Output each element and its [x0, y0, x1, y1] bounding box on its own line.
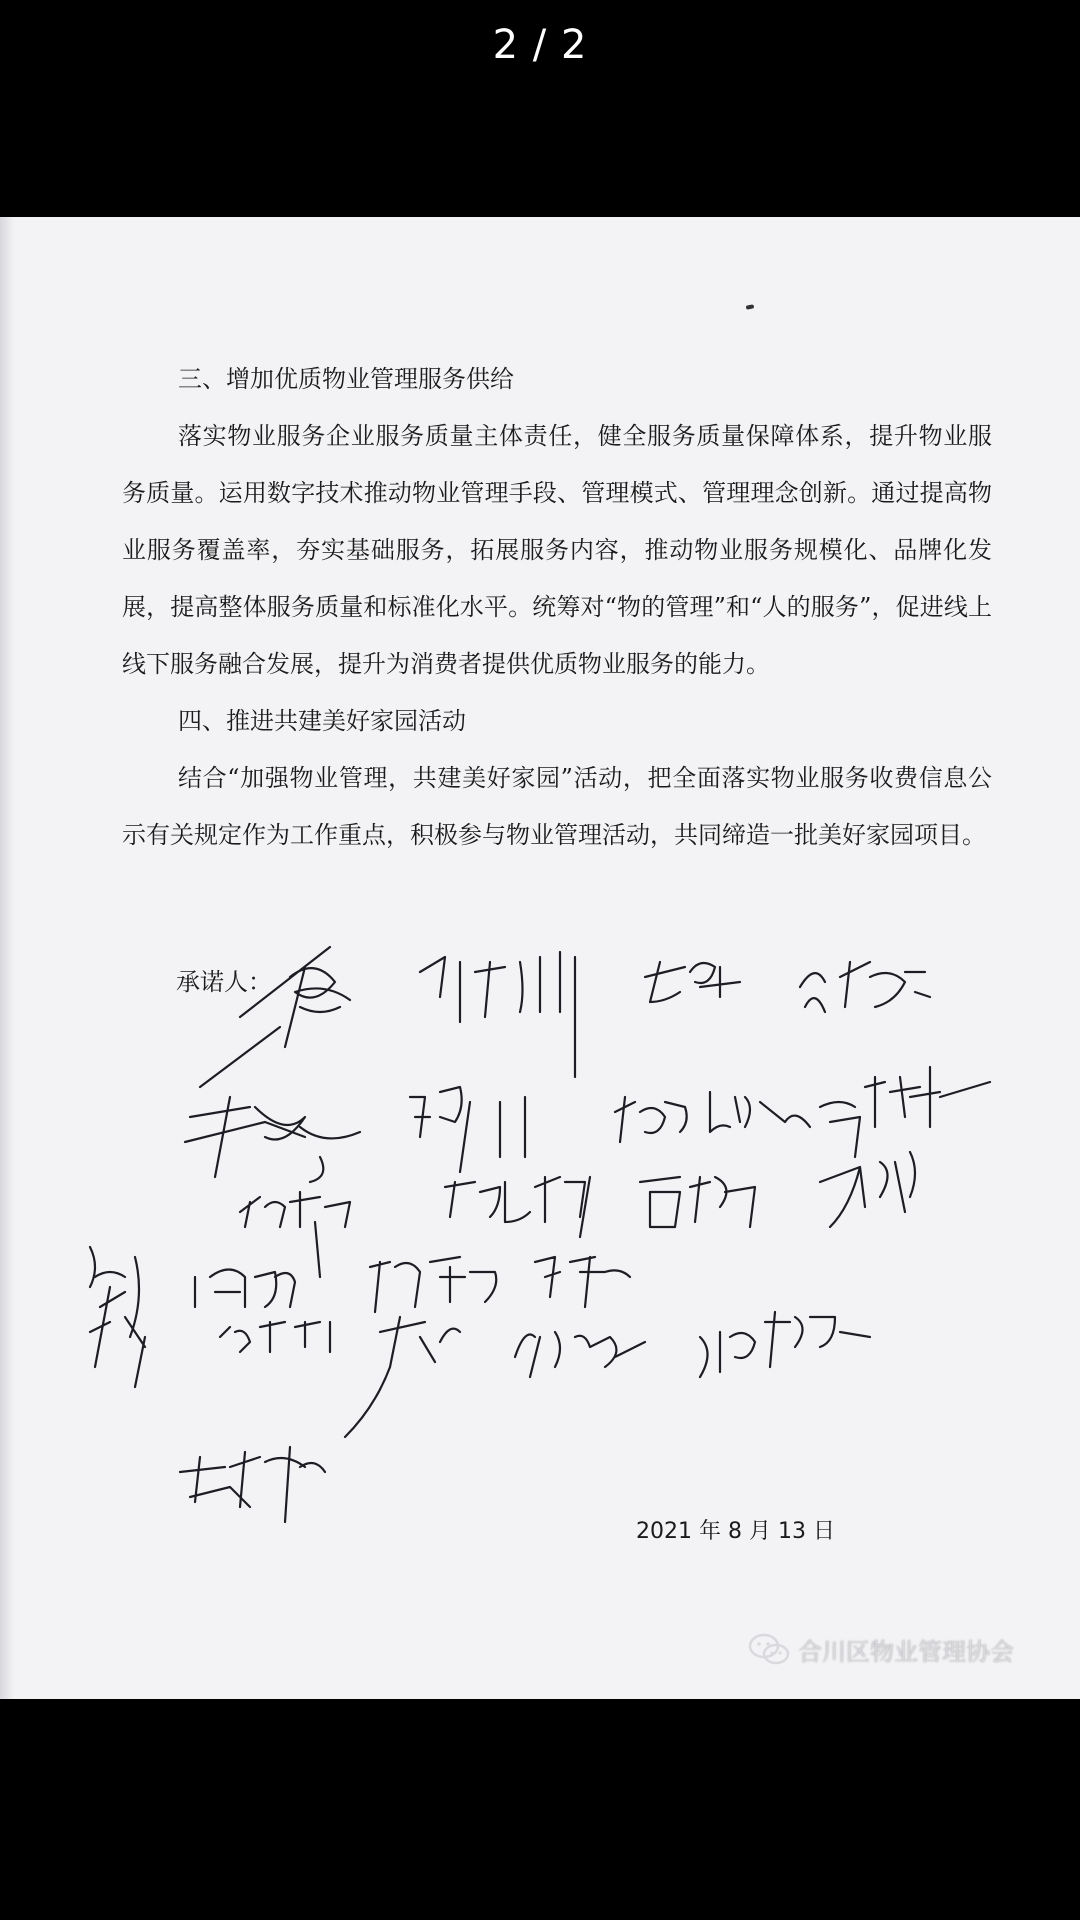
signature-14 — [90, 1247, 145, 1387]
watermark — [748, 1632, 1014, 1667]
section-heading-3: 三、增加优质物业管理服务供给 — [178, 365, 514, 393]
section-heading-4: 四、推进共建美好家园活动 — [178, 707, 466, 735]
signature-15 — [195, 1270, 295, 1308]
signature-6 — [410, 1087, 525, 1172]
document-page-image[interactable] — [0, 217, 1080, 1699]
signature-5 — [185, 1097, 360, 1182]
signature-20 — [515, 1332, 645, 1377]
signature-3 — [645, 962, 740, 1002]
section-paragraph-3: 落实物业服务企业服务质量主体责任，健全服务质量保障体系，提升物业服务质量。运用数字技术推动物业管理手段、管理模式、管理理念创新。通过提高物业服务覆盖率，夯实基础服务，拓展服务内容，推动物业服务规模化、品牌化发展，提高整体服务质量和标准化水平。统筹对“物的管理”和“人的服务”，促进线上线下服务融合发展，提升为消费者提供优质物业服务的能力。 — [122, 422, 992, 678]
watermark-text: 合川区物业管理协会 — [798, 1638, 1014, 1666]
signature-17 — [535, 1257, 630, 1307]
signature-18 — [220, 1322, 330, 1352]
viewer-top-bar — [0, 0, 1080, 217]
signature-13 — [820, 1152, 915, 1227]
signature-11 — [445, 1177, 590, 1237]
wechat-icon — [748, 1633, 792, 1667]
signature-16 — [370, 1257, 496, 1312]
signature-1 — [200, 947, 350, 1087]
section-paragraph-4: 结合“加强物业管理，共建美好家园”活动，把全面落实物业服务收费信息公示有关规定作为工作重点，积极参与物业管理活动，共同缔造一批美好家园项目。 — [122, 764, 992, 849]
signature-22 — [180, 1447, 325, 1522]
signature-10 — [240, 1192, 350, 1277]
page-counter: 2 / 2 — [492, 22, 588, 68]
signature-8 — [710, 1092, 810, 1132]
viewer-bottom-bar — [0, 1699, 1080, 1920]
handwritten-signatures — [0, 217, 1080, 1699]
signature-12 — [640, 1177, 755, 1227]
document-date: 2021 年 8 月 13 日 — [636, 1519, 835, 1544]
signature-9 — [820, 1067, 990, 1157]
signature-4 — [800, 962, 930, 1012]
signature-21 — [700, 1312, 870, 1377]
signature-7 — [615, 1097, 687, 1142]
signature-2 — [420, 952, 575, 1077]
signature-19 — [345, 1317, 460, 1437]
signers-label: 承诺人： — [176, 968, 272, 996]
